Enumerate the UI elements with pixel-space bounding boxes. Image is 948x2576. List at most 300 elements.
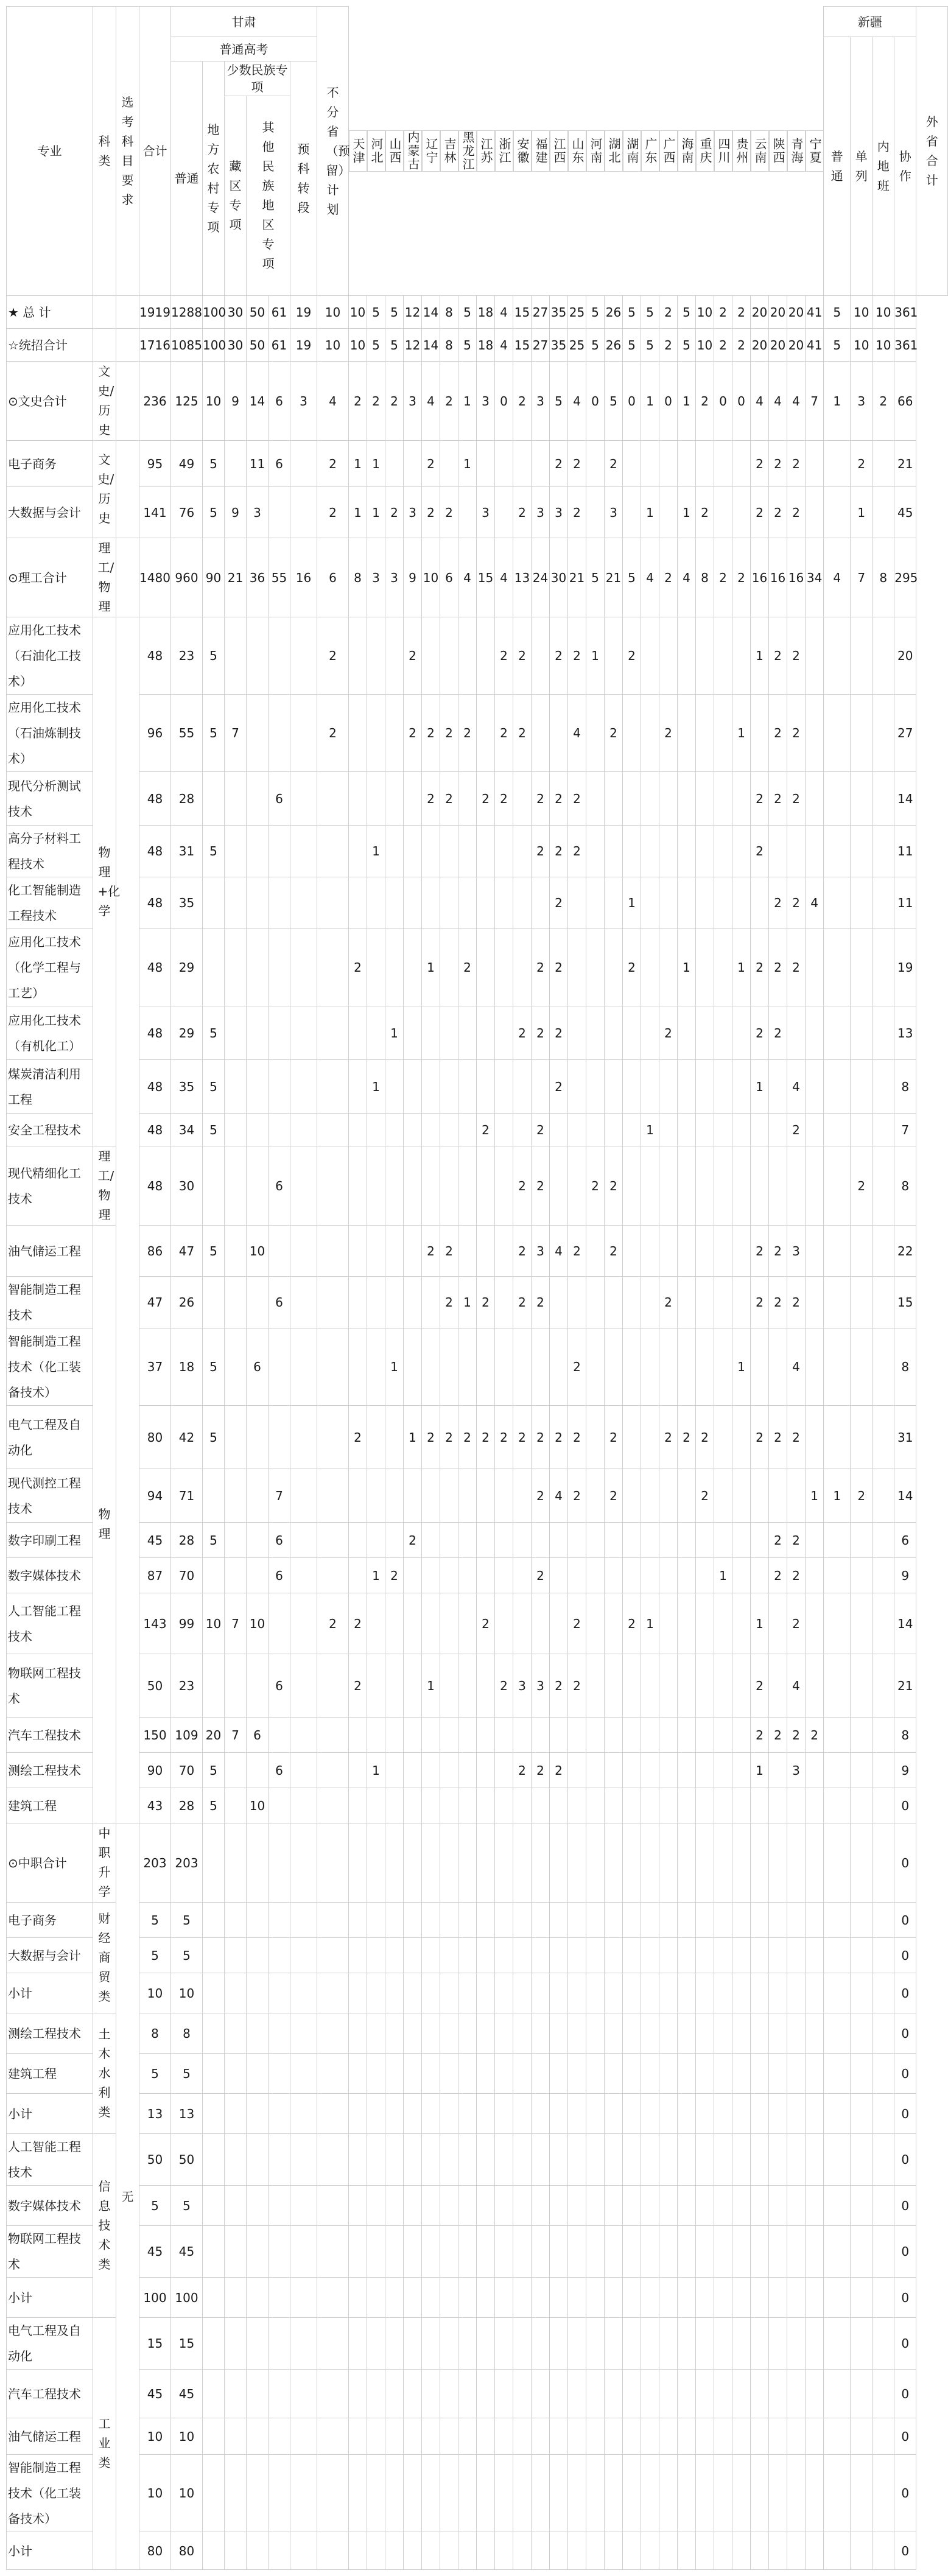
value-cell — [367, 2186, 385, 2226]
value-cell: 0 — [894, 2455, 916, 2532]
value-cell: 2 — [605, 1146, 623, 1226]
value-cell — [873, 1558, 894, 1593]
value-cell: 4 — [787, 362, 806, 441]
value-cell — [367, 1788, 385, 1823]
value-cell — [203, 1146, 225, 1226]
value-cell — [659, 2318, 678, 2370]
value-cell — [367, 929, 385, 1006]
value-cell: 3 — [787, 1226, 806, 1277]
value-cell — [851, 1226, 873, 1277]
value-cell — [317, 1973, 349, 2013]
header-province-3: 内蒙古 — [404, 130, 422, 172]
value-cell — [659, 1823, 678, 1903]
value-cell: 5 — [203, 1406, 225, 1469]
value-cell — [623, 2418, 641, 2455]
value-cell — [806, 1060, 824, 1114]
value-cell — [623, 2094, 641, 2134]
value-cell — [477, 2370, 495, 2418]
value-cell — [873, 2134, 894, 2186]
value-cell — [568, 1718, 586, 1753]
value-cell — [873, 695, 894, 772]
row-major-name: 人工智能工程技术 — [7, 1593, 93, 1654]
value-cell — [269, 2094, 290, 2134]
value-cell — [851, 2094, 873, 2134]
value-cell — [605, 2278, 623, 2318]
value-cell — [806, 441, 824, 487]
value-cell — [404, 1718, 422, 1753]
value-cell: 5 — [605, 362, 623, 441]
value-cell — [317, 1823, 349, 1903]
value-cell: 143 — [139, 1593, 171, 1654]
value-cell — [806, 2370, 824, 2418]
value-cell — [824, 487, 851, 538]
value-cell — [732, 2094, 751, 2134]
table-row — [7, 362, 948, 441]
value-cell — [550, 1823, 568, 1903]
value-cell — [568, 1973, 586, 2013]
value-cell — [422, 1006, 440, 1060]
value-cell — [696, 2186, 714, 2226]
value-cell — [385, 1938, 404, 1973]
value-cell — [824, 1328, 851, 1406]
value-cell — [513, 826, 532, 877]
value-cell — [873, 1788, 894, 1823]
value-cell: 2 — [349, 1654, 367, 1718]
table-row — [7, 1146, 948, 1226]
header-difang: 地方农村专项 — [203, 61, 225, 296]
value-cell — [422, 2186, 440, 2226]
value-cell: 1 — [422, 929, 440, 1006]
value-cell: 2 — [495, 617, 513, 695]
value-cell — [290, 1654, 317, 1718]
value-cell: 2 — [532, 1114, 550, 1146]
value-cell — [732, 772, 751, 826]
value-cell — [513, 1060, 532, 1114]
value-cell: 5 — [171, 1938, 203, 1973]
value-cell: 2 — [550, 617, 568, 695]
value-cell: 1 — [458, 441, 477, 487]
value-cell — [641, 441, 659, 487]
value-cell: 2 — [568, 1328, 586, 1406]
value-cell — [495, 2370, 513, 2418]
row-major-name: 数字媒体技术 — [7, 1558, 93, 1593]
value-cell — [696, 1593, 714, 1654]
value-cell — [247, 1973, 269, 2013]
value-cell: 4 — [458, 538, 477, 617]
value-cell — [568, 2186, 586, 2226]
value-cell — [225, 2054, 247, 2094]
value-cell — [422, 2318, 440, 2370]
value-cell — [225, 1938, 247, 1973]
value-cell: 2 — [568, 1593, 586, 1654]
value-cell: 2 — [714, 329, 732, 362]
value-cell: 2 — [349, 362, 367, 441]
value-cell — [714, 2318, 732, 2370]
value-cell — [714, 2278, 732, 2318]
value-cell: 27 — [894, 695, 916, 772]
value-cell — [678, 1277, 696, 1328]
value-cell: 100 — [203, 296, 225, 329]
value-cell: 10 — [139, 1973, 171, 2013]
value-cell — [495, 1469, 513, 1523]
value-cell: 5 — [203, 1226, 225, 1277]
value-cell: 2 — [751, 1006, 769, 1060]
value-cell: 5 — [139, 2054, 171, 2094]
row-major-name: 化工智能制造工程技术 — [7, 877, 93, 929]
value-cell: 10 — [696, 296, 714, 329]
value-cell — [513, 1593, 532, 1654]
value-cell — [532, 2318, 550, 2370]
value-cell — [851, 2186, 873, 2226]
value-cell — [714, 1277, 732, 1328]
value-cell — [458, 826, 477, 877]
value-cell — [806, 2134, 824, 2186]
value-cell — [714, 2054, 732, 2094]
value-cell — [714, 2418, 732, 2455]
value-cell: 16 — [751, 538, 769, 617]
value-cell — [458, 2418, 477, 2455]
value-cell: 19 — [290, 296, 317, 329]
value-cell: 49 — [171, 441, 203, 487]
table-row — [7, 2054, 948, 2094]
value-cell — [203, 2532, 225, 2570]
value-cell: 10 — [171, 1973, 203, 2013]
value-cell — [290, 2532, 317, 2570]
value-cell: 1 — [678, 929, 696, 1006]
xuanke-blank-6 — [116, 617, 139, 1823]
value-cell: 2 — [751, 1226, 769, 1277]
value-cell — [203, 1903, 225, 1938]
value-cell: 1085 — [171, 329, 203, 362]
value-cell — [349, 1226, 367, 1277]
value-cell: 2 — [806, 1718, 824, 1753]
value-cell: 6 — [247, 1718, 269, 1753]
value-cell — [269, 826, 290, 877]
table-row — [7, 1973, 948, 2013]
value-cell — [806, 1654, 824, 1718]
value-cell — [873, 1654, 894, 1718]
value-cell — [696, 1006, 714, 1060]
value-cell — [659, 1788, 678, 1823]
value-cell — [714, 1060, 732, 1114]
value-cell — [440, 1593, 458, 1654]
value-cell — [806, 2278, 824, 2318]
value-cell — [851, 1328, 873, 1406]
value-cell — [385, 2532, 404, 2570]
value-cell: 5 — [458, 296, 477, 329]
value-cell: 20 — [787, 329, 806, 362]
value-cell — [678, 2054, 696, 2094]
value-cell — [873, 441, 894, 487]
value-cell — [824, 1903, 851, 1938]
value-cell — [586, 1006, 605, 1060]
value-cell: 2 — [458, 695, 477, 772]
value-cell — [477, 2186, 495, 2226]
value-cell — [349, 2278, 367, 2318]
value-cell — [513, 1903, 532, 1938]
value-cell — [269, 2370, 290, 2418]
value-cell — [769, 1823, 787, 1903]
header-province-7: 江苏 — [477, 130, 495, 172]
value-cell — [678, 1558, 696, 1593]
value-cell: 5 — [203, 1523, 225, 1558]
value-cell — [458, 1558, 477, 1593]
value-cell: 1 — [824, 1469, 851, 1523]
value-cell — [586, 1823, 605, 1903]
value-cell — [696, 2134, 714, 2186]
value-cell — [623, 2226, 641, 2278]
value-cell — [349, 1006, 367, 1060]
value-cell — [659, 1328, 678, 1406]
value-cell: 2 — [696, 1469, 714, 1523]
value-cell — [404, 1903, 422, 1938]
value-cell: 9 — [404, 538, 422, 617]
value-cell — [385, 2455, 404, 2532]
value-cell — [806, 1226, 824, 1277]
value-cell — [769, 1973, 787, 2013]
value-cell: 2 — [851, 1146, 873, 1226]
value-cell — [623, 1277, 641, 1328]
value-cell — [586, 695, 605, 772]
value-cell: 45 — [139, 1523, 171, 1558]
value-cell — [349, 1277, 367, 1328]
value-cell — [349, 1558, 367, 1593]
value-cell — [458, 487, 477, 538]
value-cell: 4 — [787, 1328, 806, 1406]
value-cell — [806, 1277, 824, 1328]
header-province-25: 宁夏 — [806, 130, 824, 172]
value-cell — [513, 2532, 532, 2570]
value-cell — [586, 1406, 605, 1469]
value-cell — [367, 1593, 385, 1654]
value-cell — [623, 2370, 641, 2418]
value-cell — [605, 1006, 623, 1060]
value-cell — [623, 1328, 641, 1406]
value-cell — [225, 1469, 247, 1523]
value-cell: 8 — [696, 538, 714, 617]
value-cell — [586, 826, 605, 877]
value-cell — [203, 1823, 225, 1903]
value-cell: 8 — [440, 296, 458, 329]
value-cell — [247, 1469, 269, 1523]
value-cell — [678, 1114, 696, 1146]
value-cell — [824, 1114, 851, 1146]
enrollment-plan-table — [6, 6, 948, 2570]
value-cell — [458, 2532, 477, 2570]
value-cell — [851, 1406, 873, 1469]
value-cell — [623, 487, 641, 538]
value-cell — [247, 929, 269, 1006]
value-cell — [290, 2094, 317, 2134]
value-cell — [659, 2094, 678, 2134]
value-cell — [568, 1903, 586, 1938]
value-cell — [532, 617, 550, 695]
value-cell — [873, 1523, 894, 1558]
value-cell — [404, 441, 422, 487]
value-cell — [873, 1328, 894, 1406]
value-cell — [440, 2455, 458, 2532]
value-cell — [349, 695, 367, 772]
value-cell — [769, 2455, 787, 2532]
value-cell: 2 — [532, 1146, 550, 1226]
value-cell: 2 — [787, 695, 806, 772]
value-cell — [532, 2226, 550, 2278]
value-cell — [317, 2094, 349, 2134]
value-cell — [422, 1146, 440, 1226]
value-cell — [495, 1060, 513, 1114]
value-cell — [824, 1938, 851, 1973]
value-cell: 2 — [623, 617, 641, 695]
header-xuanke: 选考科目要求 — [116, 7, 139, 296]
value-cell — [714, 487, 732, 538]
category-label: 土木水利类 — [98, 2027, 111, 2119]
value-cell — [317, 772, 349, 826]
value-cell: 1 — [641, 362, 659, 441]
value-cell: 1 — [751, 1753, 769, 1788]
value-cell: 100 — [203, 329, 225, 362]
value-cell — [422, 1973, 440, 2013]
header-xj-putong: 普通 — [824, 37, 851, 296]
value-cell — [678, 1753, 696, 1788]
value-cell: 2 — [787, 1558, 806, 1593]
value-cell — [751, 2186, 769, 2226]
value-cell — [349, 2226, 367, 2278]
value-cell — [440, 2370, 458, 2418]
value-cell — [568, 1938, 586, 1973]
value-cell — [678, 2318, 696, 2370]
row-major-name: 测绘工程技术 — [7, 2013, 93, 2054]
value-cell — [290, 1558, 317, 1593]
row-major-name: 应用化工技术（有机化工） — [7, 1006, 93, 1060]
value-cell: 13 — [139, 2094, 171, 2134]
value-cell — [623, 1006, 641, 1060]
value-cell — [404, 826, 422, 877]
value-cell — [851, 772, 873, 826]
value-cell: 9 — [894, 1753, 916, 1788]
value-cell — [404, 1277, 422, 1328]
value-cell: 5 — [641, 296, 659, 329]
value-cell — [605, 617, 623, 695]
value-cell — [769, 2186, 787, 2226]
value-cell: 0 — [894, 2226, 916, 2278]
value-cell: 2 — [422, 441, 440, 487]
value-cell — [349, 1938, 367, 1973]
value-cell — [349, 2370, 367, 2418]
value-cell — [714, 2370, 732, 2418]
value-cell — [568, 1114, 586, 1146]
value-cell — [586, 1788, 605, 1823]
value-cell — [247, 2226, 269, 2278]
value-cell — [586, 1114, 605, 1146]
value-cell — [477, 1823, 495, 1903]
value-cell — [458, 1114, 477, 1146]
value-cell — [367, 1903, 385, 1938]
value-cell — [769, 2054, 787, 2094]
value-cell — [568, 877, 586, 929]
value-cell — [269, 487, 290, 538]
value-cell — [851, 2278, 873, 2318]
value-cell — [225, 929, 247, 1006]
value-cell — [732, 2054, 751, 2094]
value-cell — [477, 2134, 495, 2186]
value-cell — [458, 1328, 477, 1406]
value-cell: 23 — [171, 1654, 203, 1718]
value-cell — [714, 1146, 732, 1226]
table-row — [7, 1753, 948, 1788]
value-cell: 2 — [495, 1654, 513, 1718]
value-cell — [290, 1718, 317, 1753]
value-cell — [422, 1114, 440, 1146]
value-cell — [873, 2418, 894, 2455]
value-cell — [247, 617, 269, 695]
value-cell: 4 — [550, 1469, 568, 1523]
value-cell — [513, 1788, 532, 1823]
value-cell: 8 — [171, 2013, 203, 2054]
value-cell — [513, 2094, 532, 2134]
value-cell: 28 — [171, 772, 203, 826]
value-cell — [732, 2455, 751, 2532]
value-cell: 11 — [894, 877, 916, 929]
value-cell — [203, 2226, 225, 2278]
kelei-tumu — [93, 2013, 116, 2134]
value-cell — [422, 1823, 440, 1903]
value-cell — [477, 1973, 495, 2013]
value-cell — [659, 1060, 678, 1114]
value-cell: 2 — [440, 487, 458, 538]
value-cell: 35 — [171, 877, 203, 929]
value-cell — [317, 929, 349, 1006]
value-cell — [290, 2455, 317, 2532]
table-row — [7, 538, 948, 617]
row-major-name: 建筑工程 — [7, 1788, 93, 1823]
value-cell: 10 — [171, 2455, 203, 2532]
value-cell — [477, 1903, 495, 1938]
table-row — [7, 1523, 948, 1558]
value-cell — [641, 877, 659, 929]
value-cell: 36 — [247, 538, 269, 617]
value-cell: 45 — [139, 2370, 171, 2418]
value-cell: 2 — [769, 1558, 787, 1593]
value-cell — [458, 1469, 477, 1523]
value-cell: 16 — [787, 538, 806, 617]
value-cell: 2 — [532, 1406, 550, 1469]
value-cell — [367, 2134, 385, 2186]
value-cell — [458, 1718, 477, 1753]
value-cell — [769, 1328, 787, 1406]
value-cell — [873, 2094, 894, 2134]
value-cell: 0 — [894, 2013, 916, 2054]
value-cell: 2 — [873, 362, 894, 441]
value-cell: 15 — [513, 296, 532, 329]
value-cell — [225, 1523, 247, 1558]
value-cell — [290, 772, 317, 826]
value-cell: 15 — [139, 2318, 171, 2370]
value-cell — [623, 695, 641, 772]
value-cell — [824, 1654, 851, 1718]
value-cell — [806, 826, 824, 877]
value-cell — [586, 1558, 605, 1593]
kelei-wenshi-2 — [93, 441, 116, 538]
value-cell — [290, 1469, 317, 1523]
value-cell — [824, 1060, 851, 1114]
value-cell — [659, 1226, 678, 1277]
value-cell — [225, 617, 247, 695]
header-province-10: 福建 — [532, 130, 550, 172]
value-cell — [225, 1277, 247, 1328]
value-cell — [806, 2418, 824, 2455]
xuanke-blank-2 — [116, 362, 139, 441]
value-cell — [605, 1788, 623, 1823]
